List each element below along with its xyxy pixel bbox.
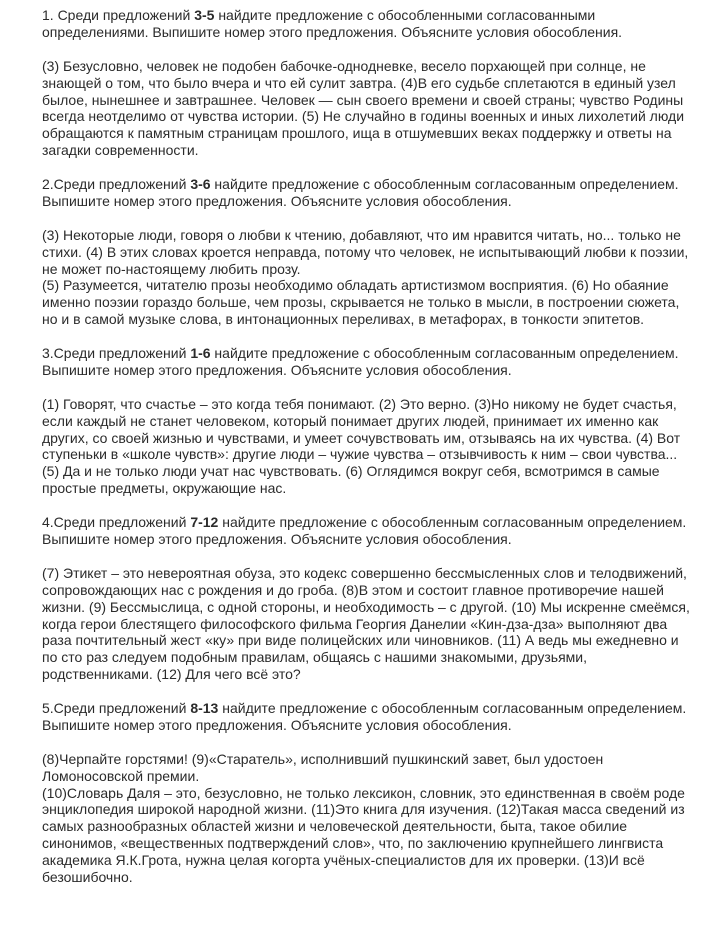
- question-prefix: 2.Среди предложений: [42, 176, 191, 193]
- sentence-range: 3-5: [194, 7, 215, 23]
- question-suffix: найдите предложение с обособленными согласованными определениями. Выпишите номер этого предложения. Объясните условия обособления.: [42, 7, 623, 40]
- sentence-range: 1-6: [190, 345, 211, 362]
- task-3: [42, 345, 690, 497]
- question-suffix: найдите предложение с обособленным согласованным определением. Выпишите номер этого предложения. Объясните условия обособления.: [42, 514, 687, 547]
- task-text: (3) Безусловно, человек не подобен бабочке-однодневке, весело порхающей при солнце, не знающей о том, что было вчера и что ей сулит завтра. (4)В его судьбе сплетаются в единый узел былое, нынешнее и завтрашнее. Человек — сын своего времени и своей страны; чувство Родины всегда неотделимо от чувства истории. (5) Не случайно в годины военных и иных лихолетий люди обращаются к памятным страницам прошлого, ища в отшумевших веках поддержку и ответы на загадки современности.: [42, 57, 685, 159]
- task-question: [42, 514, 690, 548]
- task-question: [42, 700, 690, 734]
- question-suffix: найдите предложение с обособленным согласованным определением. Выпишите номер этого предложения. Объясните условия обособления.: [42, 176, 679, 209]
- task-5: [42, 700, 690, 886]
- task-2: [42, 176, 690, 328]
- task-question: [42, 176, 690, 210]
- task-1: [42, 7, 690, 159]
- task-text: (8)Черпайте горстями! (9)«Старатель», исполнивший пушкинский завет, был удостоен Ломоносовской премии. (10)Словарь Даля – это, безусловно, не только лексикон, словник, это единственная в своём роде энциклопедия широкой народной жизни. (11)Это книга для изучения. (12)Такая масса сведений из самых разнообразных областей жизни и человеческой деятельности, быта, такое обилие синонимов, «вещественных подтверждений слов», что, по заключению крупнейшего лингвиста академика Я.К.Грота, нужна целая когорта учёных-специалистов для их проверки. (13)И всё безошибочно.: [42, 750, 685, 886]
- sentence-range: 7-12: [190, 514, 219, 531]
- question-suffix: найдите предложение с обособленным согласованным определением. Выпишите номер этого предложения. Объясните условия обособления.: [42, 700, 687, 733]
- question-prefix: 1. Среди предложений: [42, 7, 195, 23]
- task-text: (7) Этикет – это невероятная обуза, это кодекс совершенно бессмысленных слов и телодвижений, сопровождающих нас с рождения и до гроба. (8)В этом и состоит главное противоречие нашей жизни. (9) Бессмыслица, с одной стороны, и необходимость – с другой. (10) Мы искренне смеёмся, когда герои блестящего философского фильма Георгия Данелии «Кин-дза-дза» выполняют два раза почтительный жест «ку» при виде полицейских или чиновников. (11) А ведь мы ежедневно и по сто раз следуем подобным правилам, общаясь с нашими знакомыми, друзьями, родственниками. (12) Для чего всё это?: [42, 564, 690, 683]
- sentence-range: 8-13: [190, 700, 219, 717]
- question-suffix: найдите предложение с обособленным согласованным определением. Выпишите номер этого предложения. Объясните условия обособления.: [42, 345, 679, 378]
- task-text: (1) Говорят, что счастье – это когда тебя понимают. (2) Это верно. (3)Но никому не будет счастья, если каждый не станет человеком, который понимает других людей, принимает их именно как других, со своей жизнью и чувствами, и умеет сочувствовать им, отзываясь на их чувства. (4) Вот ступеньки в «школе чувств»: другие люди – чужие чувства – отзывчивость к ним – свои чувства... (5) Да и не только люди учат нас чувствовать. (6) Оглядимся вокруг себя, всмотримся в самые простые предметы, окружающие нас.: [42, 395, 681, 497]
- question-prefix: 3.Среди предложений: [42, 345, 191, 362]
- sentence-range: 3-6: [190, 176, 211, 193]
- question-prefix: 5.Среди предложений: [42, 700, 191, 717]
- task-text: (3) Некоторые люди, говоря о любви к чтению, добавляют, что им нравится читать, но... только не стихи. (4) В этих словах кроется неправда, потому что человек, не испытывающий любви к поэзии, не может по-настоящему любить прозу. (5) Разумеется, читателю прозы необходимо обладать артистизмом восприятия. (6) Но обаяние именно поэзии гораздо больше, чем прозы, скрывается не только в мысли, в построении сюжета, но и в самой музыке слова, в интонационных переливах, в метафорах, в тонкости эпитетов.: [42, 226, 689, 328]
- task-4: [42, 514, 690, 683]
- task-question: [42, 7, 690, 41]
- task-question: [42, 345, 690, 379]
- question-prefix: 4.Среди предложений: [42, 514, 191, 531]
